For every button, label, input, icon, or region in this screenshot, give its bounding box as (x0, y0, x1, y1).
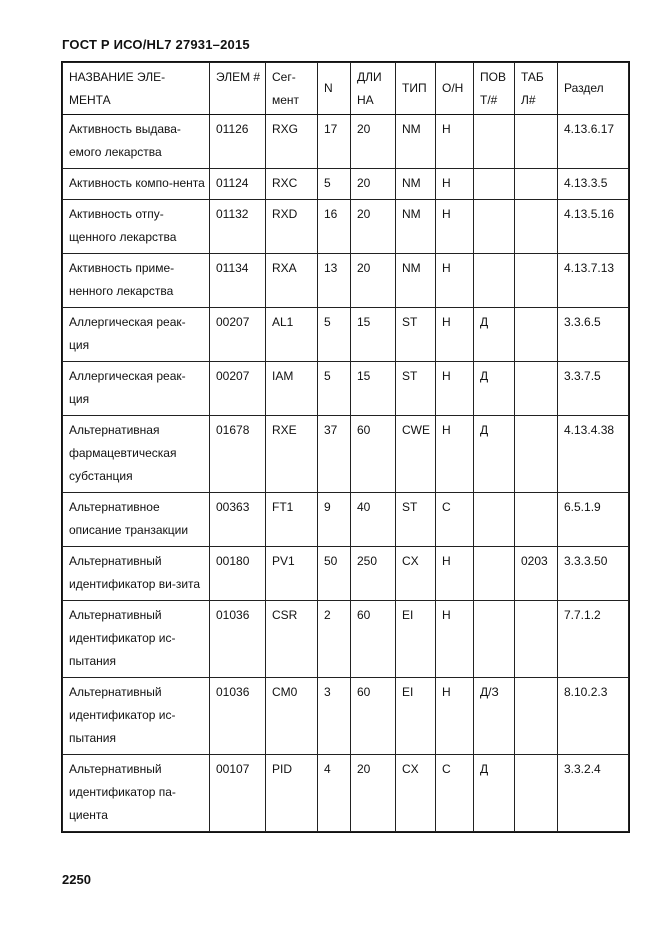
cell-type: NM (396, 200, 436, 254)
table-row (63, 678, 629, 755)
cell-section: 4.13.5.16 (558, 200, 629, 254)
cell-repeat: Д/З (474, 678, 515, 755)
cell-elem: 01678 (210, 416, 266, 493)
col-header-length: ДЛИ НА (351, 63, 396, 115)
cell-type: NM (396, 254, 436, 308)
cell-type: EI (396, 678, 436, 755)
cell-section: 3.3.6.5 (558, 308, 629, 362)
cell-oh: Н (436, 601, 474, 678)
cell-segment: RXG (266, 115, 318, 169)
cell-elem: 01126 (210, 115, 266, 169)
cell-repeat (474, 547, 515, 601)
cell-name: Активность компо-нента (63, 169, 210, 200)
col-header-repeat: ПОВ Т/# (474, 63, 515, 115)
cell-elem: 00207 (210, 308, 266, 362)
cell-n: 2 (318, 601, 351, 678)
cell-segment: RXD (266, 200, 318, 254)
cell-length: 60 (351, 601, 396, 678)
document-header: ГОСТ Р ИСО/HL7 27931–2015 (62, 37, 250, 52)
cell-repeat: Д (474, 362, 515, 416)
cell-name: Альтернативный идентификатор ис-пытания (63, 678, 210, 755)
cell-n: 37 (318, 416, 351, 493)
cell-table (515, 254, 558, 308)
table-row (63, 254, 629, 308)
cell-elem: 01036 (210, 601, 266, 678)
cell-name: Альтернативное описание транзакции (63, 493, 210, 547)
cell-length: 250 (351, 547, 396, 601)
cell-repeat: Д (474, 416, 515, 493)
cell-section: 6.5.1.9 (558, 493, 629, 547)
cell-type: ST (396, 308, 436, 362)
cell-oh: Н (436, 678, 474, 755)
cell-type: ST (396, 493, 436, 547)
cell-length: 15 (351, 362, 396, 416)
cell-segment: RXE (266, 416, 318, 493)
cell-length: 20 (351, 755, 396, 832)
cell-n: 17 (318, 115, 351, 169)
cell-section: 3.3.7.5 (558, 362, 629, 416)
cell-table (515, 416, 558, 493)
cell-elem: 01036 (210, 678, 266, 755)
cell-segment: PV1 (266, 547, 318, 601)
cell-section: 3.3.3.50 (558, 547, 629, 601)
cell-name: Активность приме-ненного лекарства (63, 254, 210, 308)
cell-n: 50 (318, 547, 351, 601)
cell-table (515, 308, 558, 362)
cell-table (515, 362, 558, 416)
cell-table (515, 115, 558, 169)
cell-type: EI (396, 601, 436, 678)
cell-name: Аллергическая реак-ция (63, 362, 210, 416)
cell-segment: RXC (266, 169, 318, 200)
cell-repeat (474, 200, 515, 254)
cell-repeat (474, 493, 515, 547)
cell-n: 5 (318, 308, 351, 362)
cell-section: 3.3.2.4 (558, 755, 629, 832)
cell-segment: PID (266, 755, 318, 832)
cell-length: 20 (351, 200, 396, 254)
cell-segment: AL1 (266, 308, 318, 362)
cell-type: CX (396, 547, 436, 601)
table-row (63, 362, 629, 416)
cell-section: 7.7.1.2 (558, 601, 629, 678)
cell-n: 3 (318, 678, 351, 755)
cell-segment: RXA (266, 254, 318, 308)
cell-type: ST (396, 362, 436, 416)
cell-length: 20 (351, 169, 396, 200)
col-header-table: ТАБ Л# (515, 63, 558, 115)
cell-name: Альтернативная фармацевтическая субстанция (63, 416, 210, 493)
cell-segment: FT1 (266, 493, 318, 547)
cell-oh: Н (436, 547, 474, 601)
cell-oh: Н (436, 308, 474, 362)
cell-oh: Н (436, 169, 474, 200)
cell-oh: Н (436, 200, 474, 254)
cell-type: CX (396, 755, 436, 832)
cell-type: NM (396, 169, 436, 200)
cell-name: Аллергическая реак-ция (63, 308, 210, 362)
table-body (63, 115, 629, 832)
cell-name: Активность выдава-емого лекарства (63, 115, 210, 169)
cell-type: NM (396, 115, 436, 169)
cell-n: 9 (318, 493, 351, 547)
cell-length: 60 (351, 678, 396, 755)
cell-elem: 01132 (210, 200, 266, 254)
col-header-name: НАЗВАНИЕ ЭЛЕ-МЕНТА (63, 63, 210, 115)
cell-oh: Н (436, 254, 474, 308)
col-header-elem: ЭЛЕМ # (210, 63, 266, 115)
cell-table (515, 200, 558, 254)
cell-elem: 00180 (210, 547, 266, 601)
cell-oh: Н (436, 416, 474, 493)
cell-elem: 01124 (210, 169, 266, 200)
cell-n: 5 (318, 169, 351, 200)
table-row (63, 493, 629, 547)
cell-table (515, 493, 558, 547)
cell-section: 4.13.3.5 (558, 169, 629, 200)
cell-table (515, 678, 558, 755)
col-header-oh: О/Н (436, 63, 474, 115)
table-row (63, 416, 629, 493)
cell-n: 16 (318, 200, 351, 254)
cell-segment: CSR (266, 601, 318, 678)
cell-repeat (474, 169, 515, 200)
cell-type: CWE (396, 416, 436, 493)
cell-name: Активность отпу-щенного лекарства (63, 200, 210, 254)
cell-length: 20 (351, 115, 396, 169)
cell-repeat (474, 115, 515, 169)
col-header-type: ТИП (396, 63, 436, 115)
table-row (63, 115, 629, 169)
cell-oh: С (436, 493, 474, 547)
table-row (63, 547, 629, 601)
cell-elem: 00107 (210, 755, 266, 832)
cell-section: 4.13.7.13 (558, 254, 629, 308)
cell-repeat: Д (474, 755, 515, 832)
cell-oh: Н (436, 362, 474, 416)
cell-section: 4.13.6.17 (558, 115, 629, 169)
table-row (63, 200, 629, 254)
cell-elem: 00207 (210, 362, 266, 416)
cell-table (515, 169, 558, 200)
cell-n: 5 (318, 362, 351, 416)
table-header-row (63, 63, 629, 115)
cell-name: Альтернативный идентификатор па-циента (63, 755, 210, 832)
cell-section: 8.10.2.3 (558, 678, 629, 755)
cell-name: Альтернативный идентификатор ви-зита (63, 547, 210, 601)
element-table (62, 62, 629, 832)
cell-n: 4 (318, 755, 351, 832)
cell-length: 20 (351, 254, 396, 308)
col-header-segment: Сег-мент (266, 63, 318, 115)
table-row (63, 308, 629, 362)
cell-length: 15 (351, 308, 396, 362)
cell-oh: Н (436, 115, 474, 169)
cell-repeat: Д (474, 308, 515, 362)
cell-segment: IAM (266, 362, 318, 416)
cell-section: 4.13.4.38 (558, 416, 629, 493)
col-header-n: N (318, 63, 351, 115)
cell-repeat (474, 254, 515, 308)
cell-table: 0203 (515, 547, 558, 601)
cell-segment: CM0 (266, 678, 318, 755)
cell-oh: С (436, 755, 474, 832)
table-row (63, 601, 629, 678)
cell-elem: 01134 (210, 254, 266, 308)
cell-length: 40 (351, 493, 396, 547)
table-row (63, 755, 629, 832)
page-number: 2250 (62, 872, 91, 887)
cell-n: 13 (318, 254, 351, 308)
col-header-section: Раздел (558, 63, 629, 115)
cell-length: 60 (351, 416, 396, 493)
cell-repeat (474, 601, 515, 678)
table-row (63, 169, 629, 200)
cell-elem: 00363 (210, 493, 266, 547)
cell-table (515, 601, 558, 678)
cell-name: Альтернативный идентификатор ис-пытания (63, 601, 210, 678)
cell-table (515, 755, 558, 832)
